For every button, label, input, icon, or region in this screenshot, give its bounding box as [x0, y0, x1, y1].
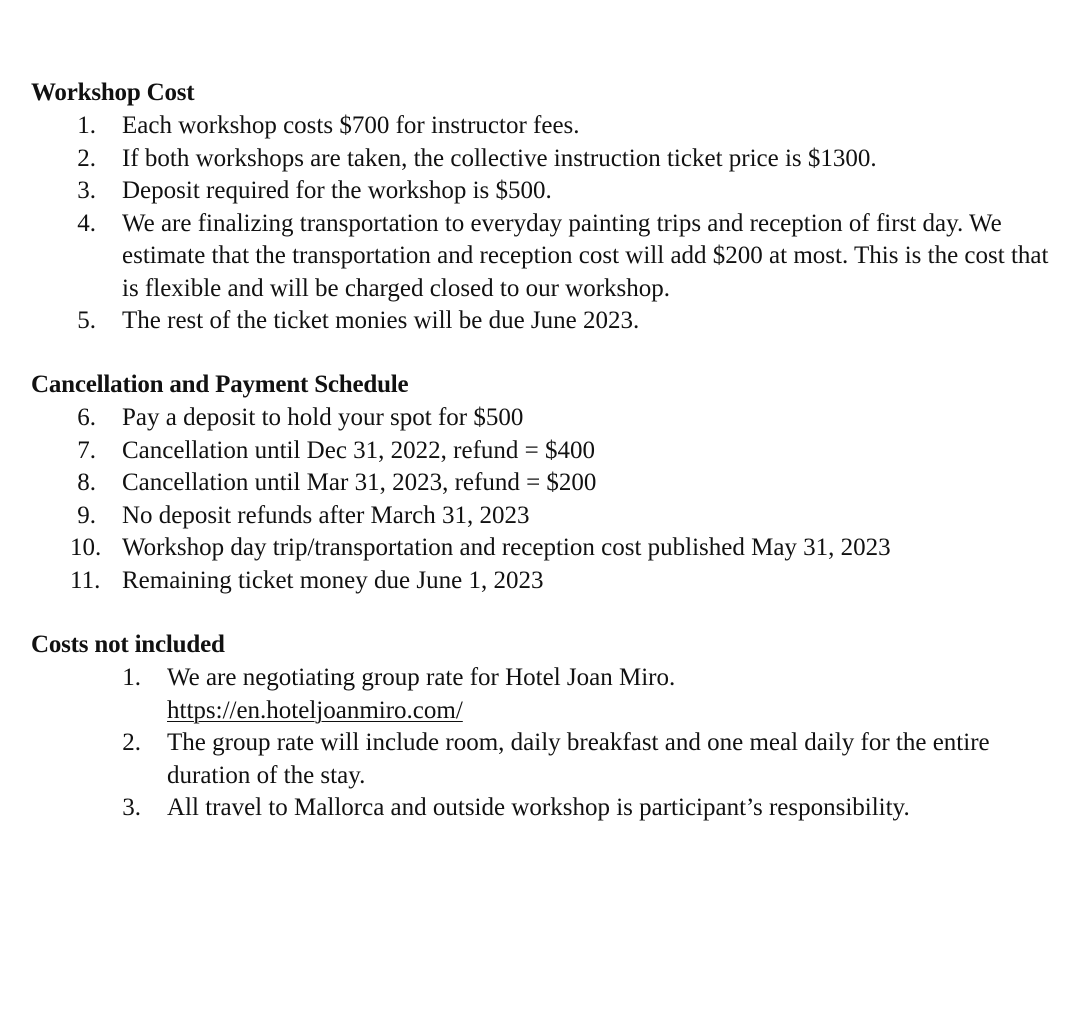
list-item-number: 2.: [77, 144, 96, 172]
list-item: [77, 143, 1052, 176]
list-item: [77, 435, 1052, 468]
list-item: [70, 532, 1052, 565]
list-item-number: 3.: [77, 177, 96, 204]
workshop-cost-heading: Workshop Cost: [31, 79, 195, 106]
list-item-text: Cancellation until Mar 31, 2023, refund = $200: [122, 469, 597, 496]
list-item: [122, 727, 1047, 792]
list-item: [77, 208, 1052, 306]
list-item-number: 10.: [70, 534, 102, 561]
list-item: [77, 175, 1052, 208]
list-item-number: 1.: [77, 112, 96, 139]
list-item-text: Each workshop costs $700 for instructor fees.: [122, 112, 580, 139]
list-item-text: The group rate will include room, daily breakfast and one meal daily for the entire duration of the stay.: [167, 729, 990, 789]
list-item-number: 3.: [122, 794, 141, 821]
costs-not-included-heading: Costs not included: [31, 631, 225, 658]
list-item-number: 7.: [77, 436, 96, 464]
workshop-cost-list: [77, 110, 1052, 338]
list-item-text: Remaining ticket money due June 1, 2023: [122, 566, 544, 594]
list-item-text: We are negotiating group rate for Hotel Joan Miro.: [167, 664, 676, 691]
list-item-text: Workshop day trip/transportation and reception cost published May 31, 2023: [122, 534, 891, 561]
list-item-number: 8.: [77, 469, 96, 496]
list-item-text: No deposit refunds after March 31, 2023: [122, 501, 530, 529]
list-item-number: 6.: [77, 404, 96, 431]
list-item-number: 2.: [122, 729, 141, 756]
list-item: [77, 500, 1052, 533]
list-item: [77, 402, 1052, 435]
list-item: [70, 565, 1052, 598]
cancellation-list: [70, 402, 1052, 597]
list-item-text: If both workshops are taken, the collective instruction ticket price is $1300.: [122, 144, 877, 172]
cancellation-heading: Cancellation and Payment Schedule: [31, 371, 409, 398]
list-item-text: We are finalizing transportation to everyday painting trips and reception of first day. We estimate that the transportation and reception cost will add $200 at most. This is the cost that is flexible and will be charged closed to our workshop.: [122, 209, 1049, 302]
list-item-text: The rest of the ticket monies will be due June 2023.: [122, 307, 640, 334]
list-item-number: 4.: [77, 209, 96, 237]
list-item-text: Pay a deposit to hold your spot for $500: [122, 404, 524, 431]
list-item: [122, 792, 1047, 825]
list-item-number: 1.: [122, 664, 141, 691]
list-item-text: Cancellation until Dec 31, 2022, refund = $400: [122, 436, 596, 464]
list-item-text: Deposit required for the workshop is $500.: [122, 177, 552, 204]
list-item-number: 9.: [77, 501, 96, 529]
list-item-number: 11.: [70, 566, 101, 594]
hotel-link[interactable]: https://en.hoteljoanmiro.com/: [167, 696, 463, 724]
list-item-text: All travel to Mallorca and outside workshop is participant’s responsibility.: [167, 794, 910, 821]
list-item: [122, 662, 1047, 727]
list-item: [77, 305, 1052, 338]
costs-not-included-list: [122, 662, 1047, 825]
list-item-number: 5.: [77, 307, 96, 334]
list-item: [77, 467, 1052, 500]
list-item: [77, 110, 1052, 143]
